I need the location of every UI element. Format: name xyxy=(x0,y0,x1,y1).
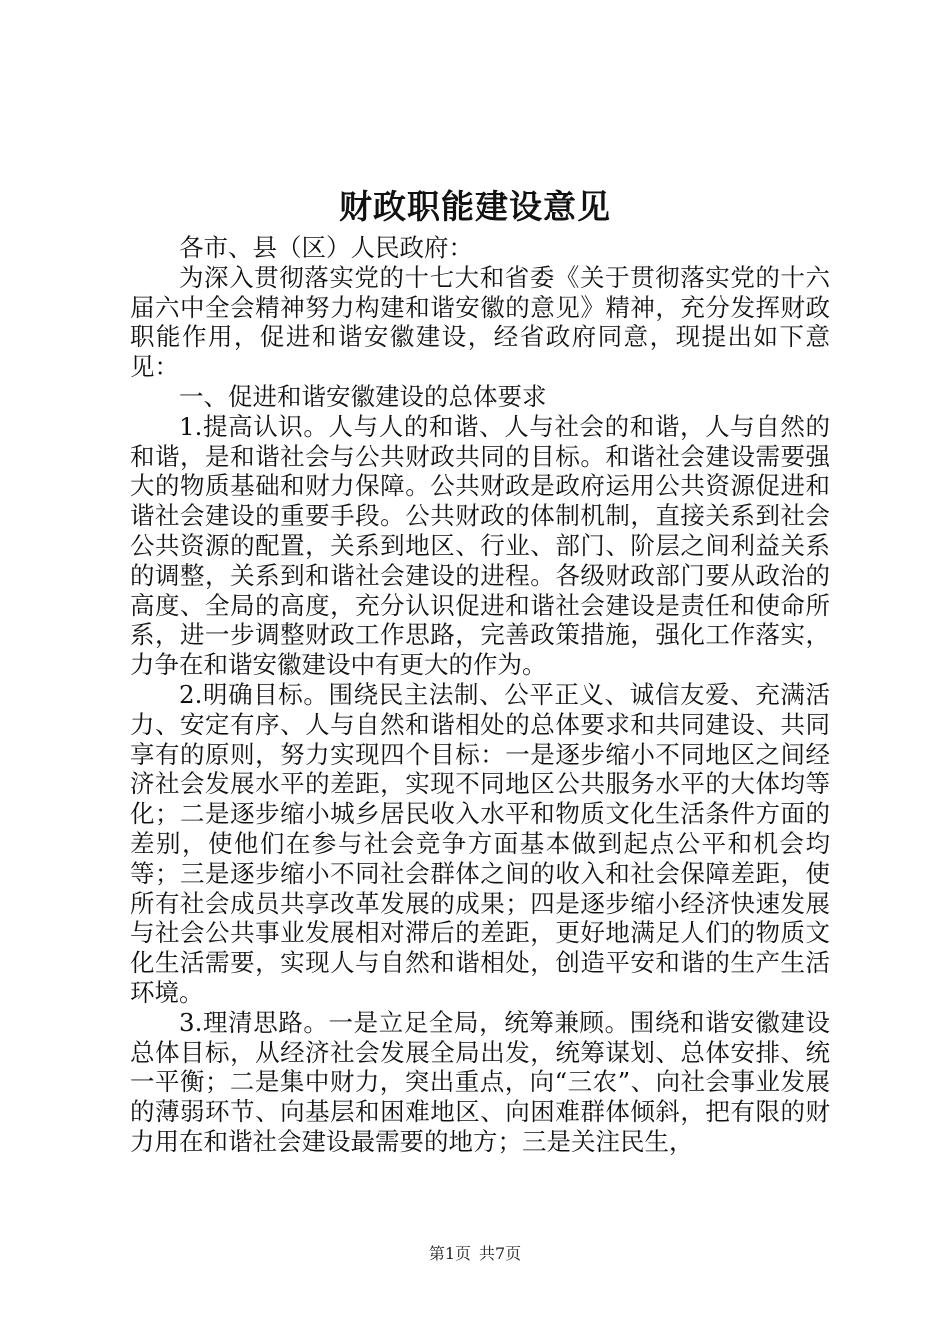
intro-paragraph: 为深入贯彻落实党的十七大和省委《关于贯彻落实党的十六届六中全会精神努力构建和谐安徽的意见》精神，充分发挥财政职能作用，促进和谐安徽建设，经省政府同意，现提出如下意见： xyxy=(130,262,830,382)
page-number: 第1页 xyxy=(428,1244,471,1263)
document-title: 财政职能建设意见 xyxy=(339,187,611,226)
body-paragraph: 2.明确目标。围绕民主法制、公平正义、诚信友爱、充满活力、安定有序、人与自然和谐相处的总体要求和共同建设、共同享有的原则，努力实现四个目标：一是逐步缩小不同地区之间经济社会发展水平的差距，实现不同地区公共服务水平的大体均等化；二是逐步缩小城乡居民收入水平和物质文化生活条件方面的差别，使他们在参与社会竞争方面基本做到起点公平和机会均等；三是逐步缩小不同社会群体之间的收入和社会保障差距，使所有社会成员共享改革发展的成果；四是逐步缩小经济快速发展与社会公共事业发展相对滞后的差距，更好地满足人们的物质文化生活需要，实现人与自然和谐相处，创造平安和谐的生产生活环境。 xyxy=(130,679,830,1007)
salutation: 各市、县（区）人民政府： xyxy=(179,233,473,262)
page-total: 共7页 xyxy=(479,1244,522,1263)
section-heading: 一、促进和谐安徽建设的总体要求 xyxy=(179,381,547,411)
body-paragraph: 3.理清思路。一是立足全局，统筹兼顾。围绕和谐安徽建设总体目标，从经济社会发展全局出发，统筹谋划、总体安排、统一平衡；二是集中财力，突出重点，向“三农”、向社会事业发展的薄弱环节、向基层和困难地区、向困难群体倾斜，把有限的财力用在和谐社会建设最需要的地方；三是关注民生， xyxy=(130,1007,830,1156)
body-paragraph: 1.提高认识。人与人的和谐、人与社会的和谐，人与自然的和谐，是和谐社会与公共财政共同的目标。和谐社会建设需要强大的物质基础和财力保障。公共财政是政府运用公共资源促进和谐社会建设的重要手段。公共财政的体制机制，直接关系到社会公共资源的配置，关系到地区、行业、部门、阶层之间利益关系的调整，关系到和谐社会建设的进程。各级财政部门要从政治的高度、全局的高度，充分认识促进和谐社会建设是责任和使命所系，进一步调整财政工作思路，完善政策措施，强化工作落实，力争在和谐安徽建设中有更大的作为。 xyxy=(130,411,830,680)
page-footer xyxy=(0,1242,950,1266)
document-body xyxy=(130,233,830,1157)
